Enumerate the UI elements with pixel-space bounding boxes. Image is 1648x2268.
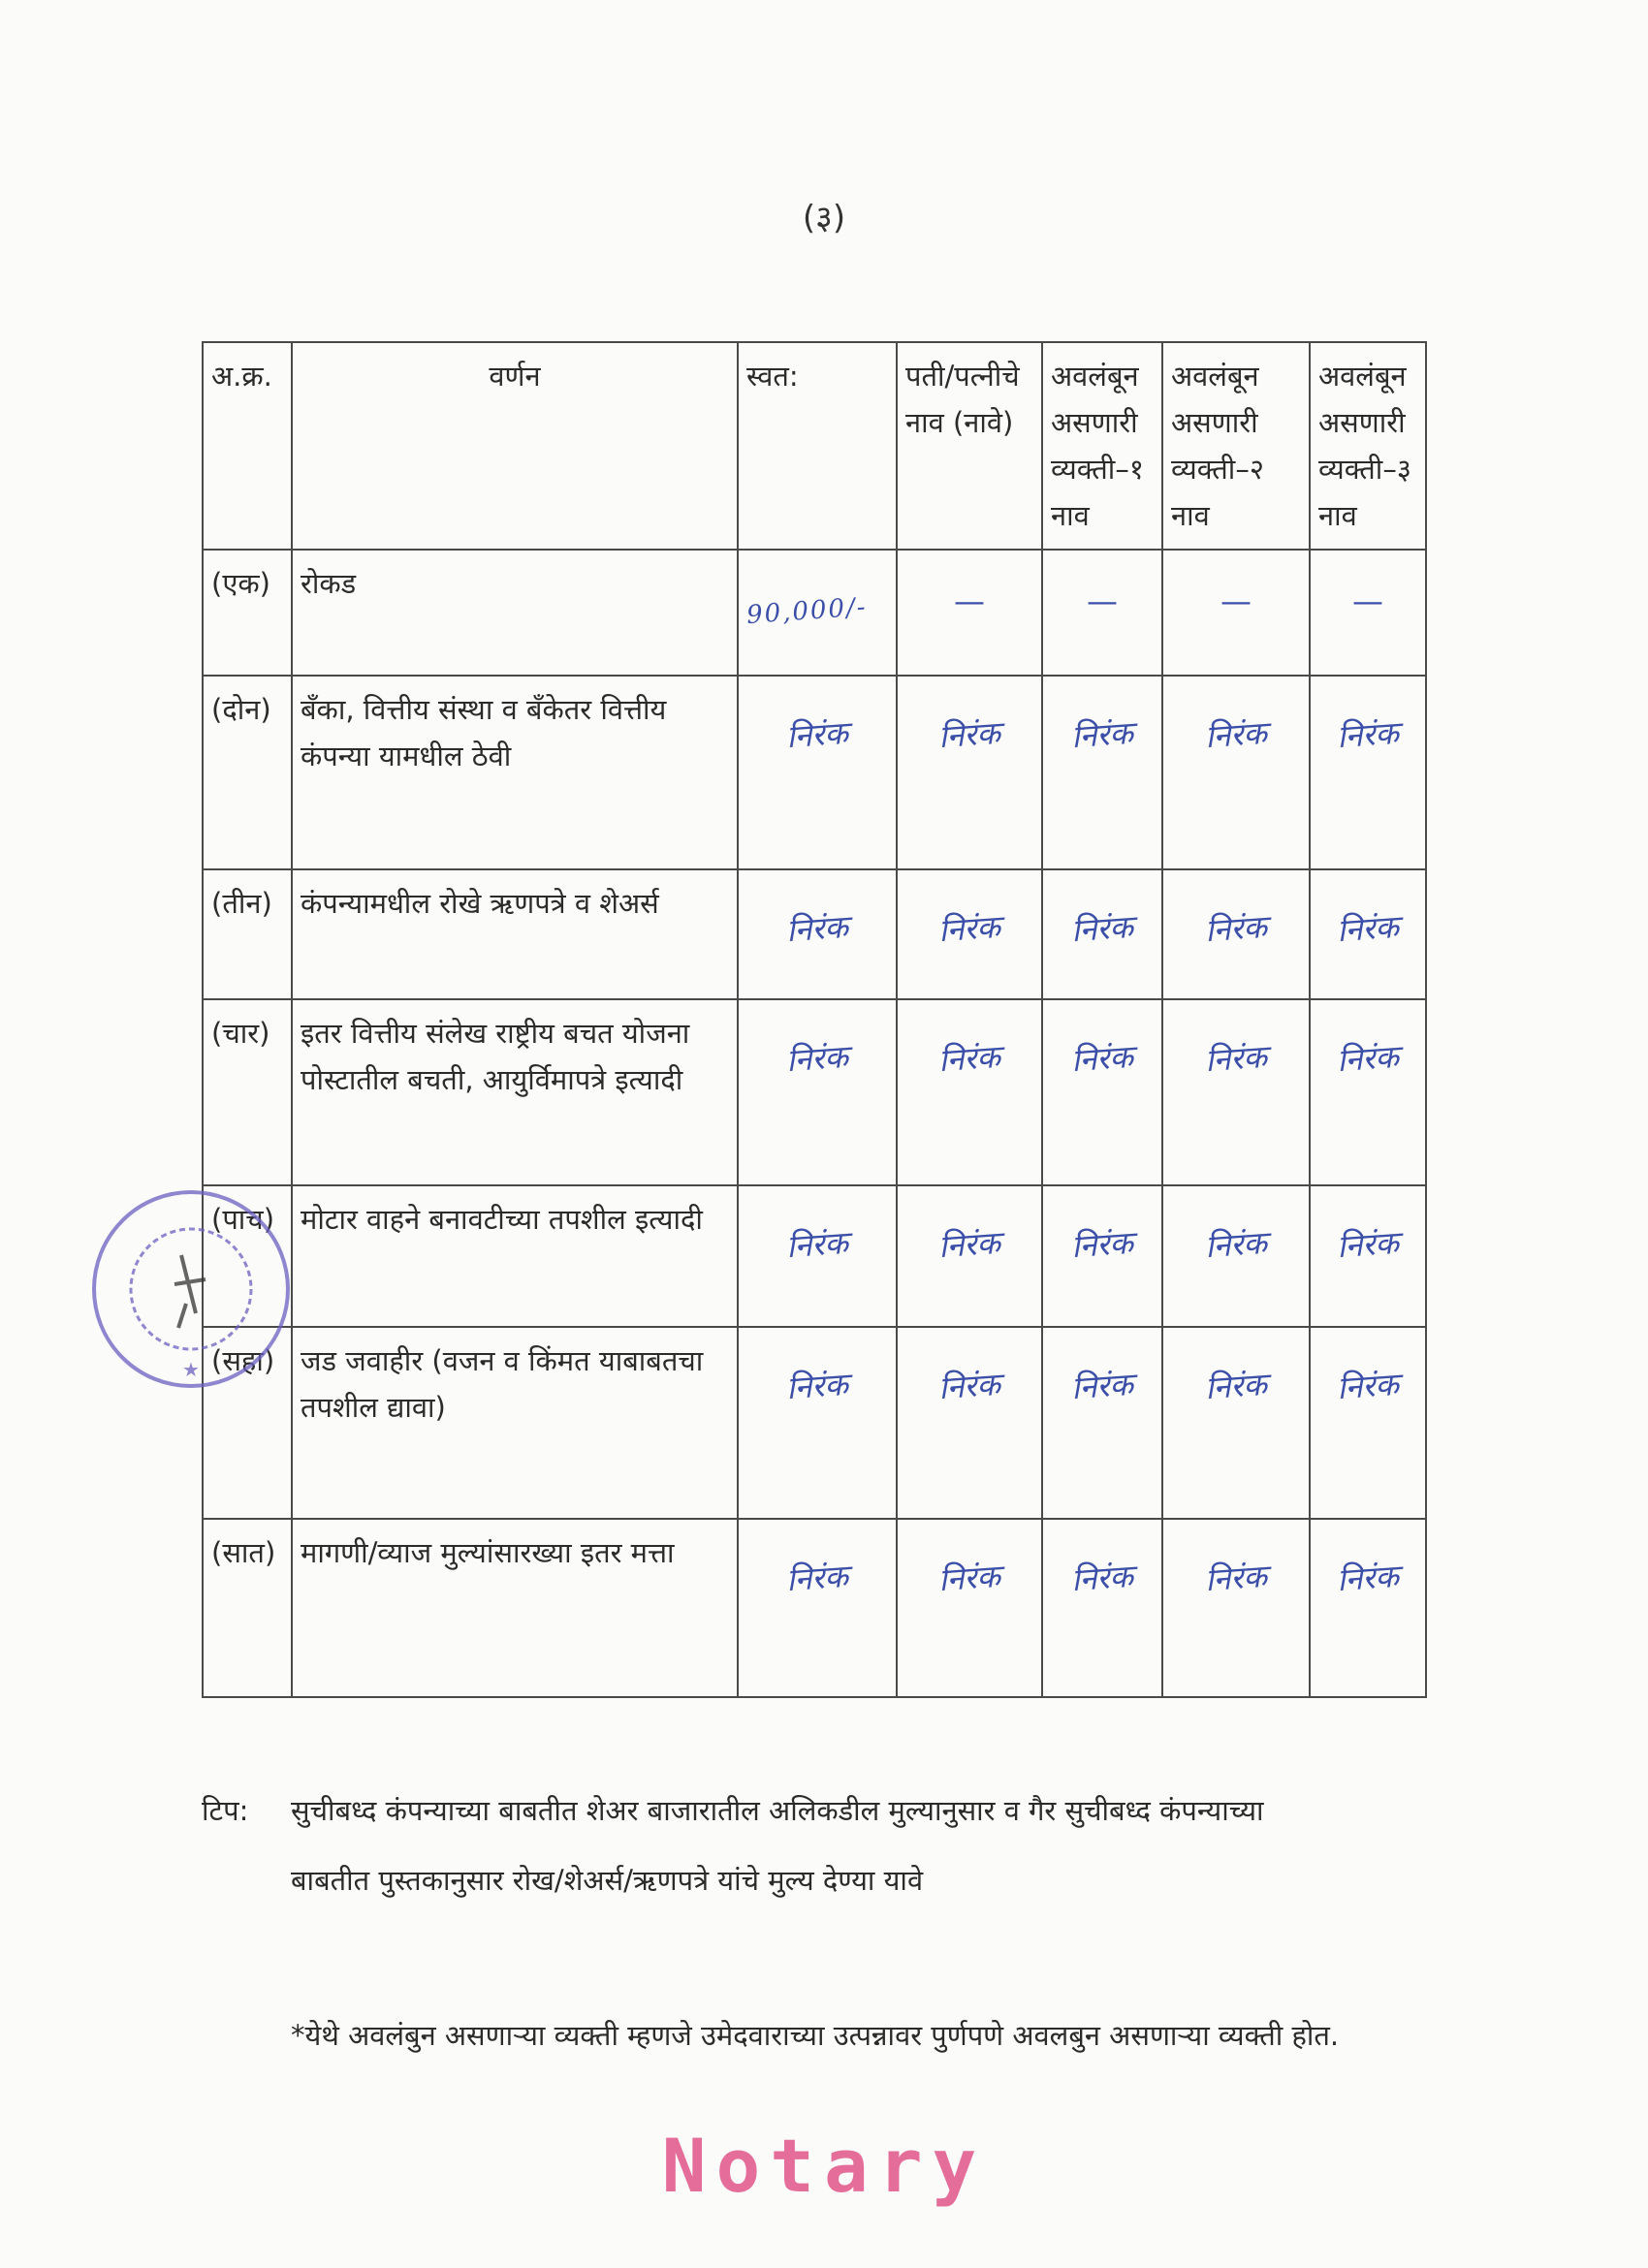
notary-stamp: Notary — [661, 2123, 987, 2209]
handwritten-value: निरंक — [1335, 1037, 1401, 1080]
header-serial: अ.क्र. — [203, 342, 292, 550]
row-description: जड जवाहीर (वजन व किंमत याबाबतचा तपशील द्यावा) — [292, 1327, 738, 1519]
handwritten-value: निरंक — [1069, 1223, 1135, 1266]
row-number: (सहा) — [203, 1327, 292, 1519]
table-row — [203, 1185, 1426, 1327]
handwritten-value: निरंक — [936, 1365, 1002, 1407]
notary-seal-icon — [89, 1187, 293, 1391]
row-number: (चार) — [203, 999, 292, 1185]
handwritten-value: निरंक — [1069, 1365, 1135, 1407]
row-number: (सात) — [203, 1519, 292, 1697]
table-row — [203, 869, 1426, 999]
row-description: कंपन्यामधील रोखे ऋणपत्रे व शेअर्स — [292, 869, 738, 999]
note-text-line-2: बाबतीत पुस्तकानुसार रोख/शेअर्स/ऋणपत्रे यांचे मुल्य देण्या यावे — [291, 1864, 924, 1897]
row-description: बँका, वित्तीय संस्था व बँकेतर वित्तीय कंपन्या यामधील ठेवी — [292, 676, 738, 869]
note-text-line-1: सुचीबध्द कंपन्याच्या बाबतीत शेअर बाजारातील अलिकडील मुल्यानुसार व गैर सुचीबध्द कंपन्याच्या — [291, 1794, 1264, 1827]
handwritten-value: निरंक — [1203, 1557, 1269, 1599]
handwritten-value: निरंक — [1069, 1557, 1135, 1599]
row-number: (एक) — [203, 550, 292, 676]
handwritten-value: निरंक — [784, 1557, 850, 1599]
table-row — [203, 1519, 1426, 1697]
handwritten-value: निरंक — [1069, 713, 1135, 756]
table-row — [203, 1327, 1426, 1519]
header-self: स्वत: — [738, 342, 897, 550]
header-dependent-2: अवलंबून असणारी व्यक्ती–२ नाव — [1162, 342, 1310, 550]
self-value — [738, 550, 897, 676]
handwritten-value: निरंक — [1335, 713, 1401, 756]
row-description: मोटार वाहने बनावटीच्या तपशील इत्यादी — [292, 1185, 738, 1327]
handwritten-value: निरंक — [784, 1365, 850, 1407]
row-number: (दोन) — [203, 676, 292, 869]
handwritten-value: निरंक — [1335, 1557, 1401, 1599]
footnote: *येथे अवलंबुन असणाऱ्या व्यक्ती म्हणजे उमेदवाराच्या उत्पन्नावर पुर्णपणे अवलबुन असणाऱ्या व्यक्ती होत. — [291, 2019, 1340, 2052]
header-spouse: पती/पत्नीचे नाव (नावे) — [897, 342, 1042, 550]
svg-text:★: ★ — [182, 1358, 200, 1381]
handwritten-value: निरंक — [936, 907, 1002, 950]
dash-mark: — — [1087, 583, 1118, 619]
handwritten-value: निरंक — [1203, 713, 1269, 756]
table-row — [203, 550, 1426, 676]
table-row — [203, 999, 1426, 1185]
handwritten-value: निरंक — [784, 713, 850, 756]
handwritten-value: निरंक — [1203, 1037, 1269, 1080]
handwritten-value: निरंक — [936, 1223, 1002, 1266]
header-dependent-3: अवलंबून असणारी व्यक्ती–३ नाव — [1310, 342, 1426, 550]
handwritten-value: 90,000/- — [745, 592, 869, 631]
handwritten-value: निरंक — [1203, 907, 1269, 950]
header-description: वर्णन — [292, 342, 738, 550]
handwritten-value: निरंक — [1335, 1223, 1401, 1266]
header-dependent-1: अवलंबून असणारी व्यक्ती–१ नाव — [1042, 342, 1162, 550]
dash-mark: — — [954, 583, 985, 619]
handwritten-value: निरंक — [1335, 907, 1401, 950]
page-number: (३) — [802, 199, 846, 237]
row-number: (पाच) — [203, 1185, 292, 1327]
handwritten-value: निरंक — [936, 1557, 1002, 1599]
handwritten-value: निरंक — [1203, 1365, 1269, 1407]
dash-mark: — — [1352, 583, 1383, 619]
row-number: (तीन) — [203, 869, 292, 999]
table-header-row — [203, 342, 1426, 550]
assets-table — [202, 341, 1427, 1698]
handwritten-value: निरंक — [784, 1223, 850, 1266]
handwritten-value: निरंक — [784, 907, 850, 950]
handwritten-value: निरंक — [936, 1037, 1002, 1080]
row-description: इतर वित्तीय संलेख राष्ट्रीय बचत योजना पोस्टातील बचती, आयुर्विमापत्रे इत्यादी — [292, 999, 738, 1185]
handwritten-value: निरंक — [1069, 907, 1135, 950]
row-description: रोकड — [292, 550, 738, 676]
row-description: मागणी/व्याज मुल्यांसारख्या इतर मत्ता — [292, 1519, 738, 1697]
dash-mark: — — [1220, 583, 1252, 619]
handwritten-value: निरंक — [1069, 1037, 1135, 1080]
handwritten-value: निरंक — [1335, 1365, 1401, 1407]
handwritten-value: निरंक — [1203, 1223, 1269, 1266]
handwritten-value: निरंक — [936, 713, 1002, 756]
handwritten-value: निरंक — [784, 1037, 850, 1080]
note-label: टिप: — [202, 1794, 249, 1827]
table-row — [203, 676, 1426, 869]
